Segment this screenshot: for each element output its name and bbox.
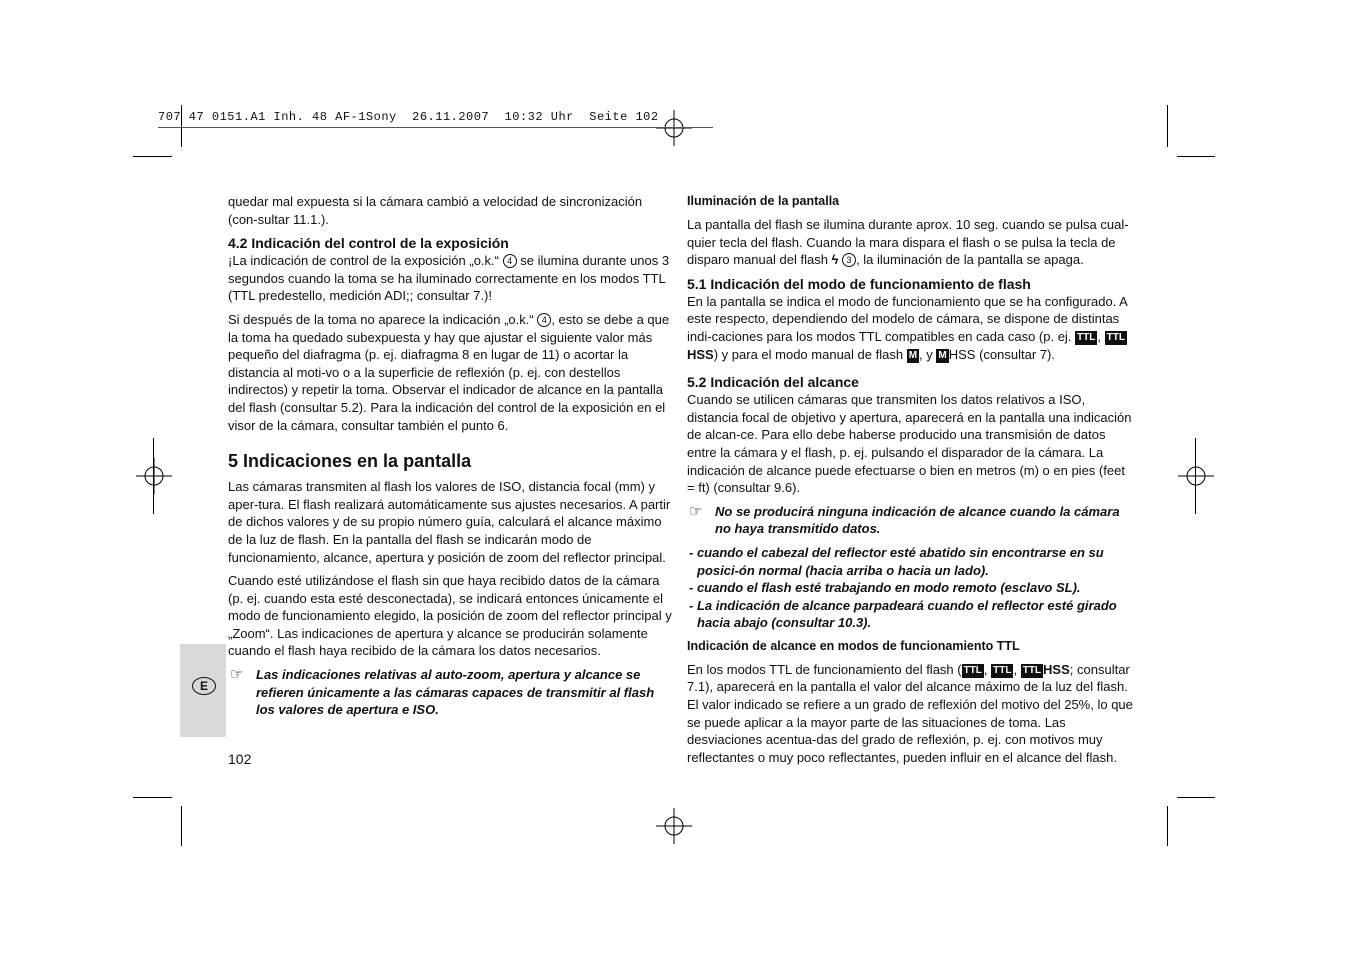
left-column <box>228 193 672 719</box>
page-number: 102 <box>228 751 252 767</box>
section-5-note-text: Las indicaciones relativas al auto-zoom, apertura y alcance se refieren únicamente a las cámaras capaces de transmitir al flash los valores de apertura e ISO. <box>256 667 655 718</box>
circled-number: 4 <box>537 313 551 327</box>
section-5-paragraph-2: Cuando esté utilizándose el flash sin que haya recibido datos de la cámara (p. ej. cuando esta esté desconectada), se indicará entonces únicamente el modo de funcionamiento elegido, la posición de zoom del reflector principal y „Zoom“. Las indicaciones de apertura y alcance se producirán solamente cuando el flash haya recibido de la cámara los datos necesarios. <box>228 573 672 659</box>
ttl-badge: TTL <box>963 664 982 676</box>
section-5-1-paragraph: En la pantalla se indica el modo de funcionamiento que se ha configurado. A este respecto, dependiendo del modelo de cámara, se dispone de distintas indi-caciones para los modos TTL compatibles en cada caso (p. ej. TTL , TTLHSS) y para el modo manual de flash M , y M HSS (consultar 7). <box>687 293 1128 362</box>
note-item-2: - cuando el flash esté trabajando en modo remoto (esclavo SL). <box>689 580 1081 596</box>
manual-badge: M <box>938 349 947 361</box>
registration-line <box>1195 438 1196 514</box>
crop-mark <box>1177 797 1215 798</box>
text: La pantalla del flash se ilumina durante aprox. 10 seg. cuando se pulsa cual-quier tecla del flash. Cuando la mara dispara el flash o se pulsa la tecla de disparo manual del flash <box>687 217 1129 268</box>
text: , esto se debe a que la toma ha quedado subexpuesta y hay que ajustar el siguiente valor más pequeño del diafragma (p. ej. diafragma 8 en lugar de 11) o acortar la distancia al moti-vo o a la superficie de reflexión (p. ej. con destellos indirectos) y repetir la toma. Observar el indicador de alcance en la pantalla del flash (consultar 5.2). Para la indicación del control de la exposición en el visor de la cámara, consultar también el punto 6. <box>228 311 670 433</box>
crop-mark <box>1167 806 1168 846</box>
crop-mark <box>133 156 172 157</box>
text: , la iluminación de la pantalla se apaga. <box>856 252 1084 268</box>
section-4-2-title: 4.2 Indicación del control de la exposición <box>228 235 509 252</box>
section-5-2-note <box>687 503 1133 538</box>
illumination-paragraph <box>687 216 1133 269</box>
ttl-badge: TTL <box>1022 664 1042 676</box>
language-tab-label: E <box>192 677 216 695</box>
section-5-note <box>228 666 672 719</box>
illumination-title: Iluminación de la pantalla <box>687 194 840 208</box>
ttl-badge: TTL <box>1106 331 1125 343</box>
crop-mark <box>133 797 172 798</box>
section-5-paragraph-1: Las cámaras transmiten al flash los valores de ISO, distancia focal (mm) y aper-tura. El flash realizará automáticamente sus ajustes necesarios. A partir de dichos valores y de su propio número guía, calculará el alcance máximo de la luz de flash. En la pantalla del flash se indicarán modo de funcionamiento, alcance, apertura y posición de zoom del reflector principal. <box>228 479 671 565</box>
right-column <box>687 193 1133 766</box>
hss-label: HSS <box>687 346 714 362</box>
text: ; consultar 7.1), aparecerá en la pantalla el valor del alcance máximo de la luz del flash. El valor indicado se refiere a un grado de reflexión del motivo del 25%, lo que se puede aplicar a la mayor parte de las situaciones de toma. Las desviaciones acentua-das del grado de reflexión, p. ej. con motivos muy reflectantes o muy poco reflectantes, pueden influir en el alcance del flash. <box>687 661 1133 765</box>
pointing-hand-icon: ☞ <box>689 502 703 520</box>
crop-mark <box>181 806 182 846</box>
note-item-3: - La indicación de alcance parpadeará cuando el reflector esté girado hacia abajo (consultar 10.3). <box>689 597 1117 631</box>
section-4-2-paragraph-1 <box>228 252 672 305</box>
text: Si después de la toma no aparece la indicación „o.k.“ <box>228 311 534 327</box>
text: HSS (consultar 7). <box>948 346 1055 362</box>
print-slug: 707 47 0151.A1 Inh. 48 AF-1Sony 26.11.2007 10:32 Uhr Seite 102 <box>158 110 659 124</box>
section-5-title: 5 Indicaciones en la pantalla <box>228 451 472 472</box>
crop-mark <box>1177 156 1215 157</box>
registration-mark-top <box>656 110 692 146</box>
language-tab <box>180 644 226 737</box>
text: En los modos TTL de funcionamiento del flash ( <box>687 661 962 677</box>
section-5-2-note-text: No se producirá ninguna indicación de alcance cuando la cámara no haya transmitido datos. <box>715 503 1120 537</box>
intro-paragraph: quedar mal expuesta si la cámara cambió a velocidad de sincronización (con-sultar 11.1.). <box>228 194 643 227</box>
ttl-badge: TTL <box>993 664 1012 676</box>
ttl-badge: TTL <box>1077 331 1096 343</box>
section-4-2-paragraph-2 <box>228 311 672 434</box>
registration-line <box>153 438 154 514</box>
flash-icon: ϟ <box>831 252 839 268</box>
ttl-range-paragraph: En los modos TTL de funcionamiento del flash ( TTL , TTL , TTL HSS; consultar 7.1), aparecerá en la pantalla el valor del alcance máximo de la luz del flash. El valor indicado se refiere a un grado de reflexión del motivo del 25%, lo que se puede aplicar a la mayor parte de las situaciones de toma. Las desviaciones acentua-das del grado de reflexión, p. ej. con motivos muy reflectantes o muy poco reflectantes, pueden influir en el alcance del flash. <box>687 661 1133 765</box>
hss-label: HSS <box>1043 661 1070 677</box>
section-5-1-title: 5.1 Indicación del modo de funcionamiento de flash <box>687 275 1031 292</box>
circled-number: 4 <box>503 254 517 268</box>
registration-mark-right <box>1178 458 1214 494</box>
text: se ilumina durante unos 3 segundos cuando la toma se ha iluminado correctamente en los modos TTL (TTL predestello, medición ADI;; consultar 7.)! <box>228 253 670 304</box>
text: ) y para el modo manual de flash <box>713 346 904 362</box>
crop-mark <box>1167 105 1168 147</box>
pointing-hand-icon: ☞ <box>230 666 244 684</box>
registration-mark-bottom <box>656 808 692 844</box>
note-item-1: - cuando el cabezal del reflector esté abatido sin encontrarse en su posici-ón normal (hacia arriba o hacia un lado). <box>689 544 1104 578</box>
ttl-range-title: Indicación de alcance en modos de funcionamiento TTL <box>687 638 1020 653</box>
circled-number: 3 <box>842 253 856 267</box>
registration-mark-left <box>136 458 172 494</box>
slug-underline <box>158 127 713 128</box>
section-5-2-title: 5.2 Indicación del alcance <box>687 374 859 391</box>
manual-badge: M <box>908 349 918 361</box>
text: , y <box>919 346 933 362</box>
text: En la pantalla se indica el modo de funcionamiento que se ha configurado. A este respecto, dependiendo del modelo de cámara, se dispone de distintas indi-caciones para los modos TTL compatibles en cada caso (p. ej. <box>687 293 1128 344</box>
text: ¡La indicación de control de la exposición „o.k.“ <box>228 253 499 269</box>
section-5-2-paragraph: Cuando se utilicen cámaras que transmiten los datos relativos a ISO, distancia focal de objetivo y apertura, aparecerá en la pantalla una indicación de alcan-ce. Para ello debe haberse producido una transmisión de datos entre la cámara y el flash, p. ej. pulsando el disparador de la cámara. La indicación de alcance puede efectuarse o bien en metros (m) o en pies (feet = ft) (consultar 9.6). <box>687 392 1132 496</box>
